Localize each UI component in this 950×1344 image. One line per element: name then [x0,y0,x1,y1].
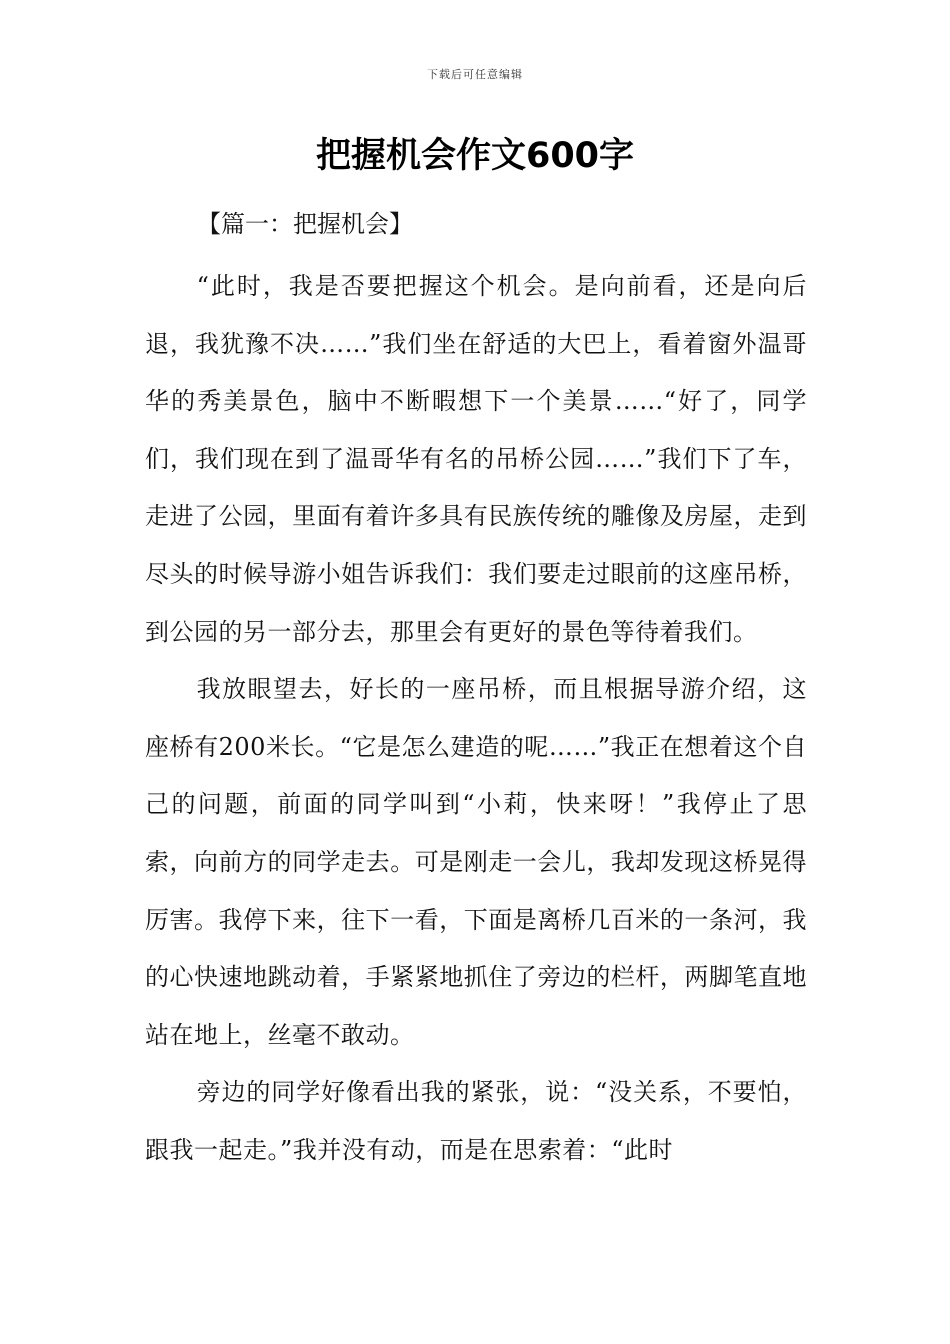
body-text [145,258,807,1180]
document-title: 把握机会作文600字 [315,136,635,176]
header-note: 下载后可任意编辑 [427,68,523,81]
section-heading: 【篇一：把握机会】 [197,210,413,238]
paragraph: “此时，我是否要把握这个机会。是向前看，还是向后退，我犹豫不决……”我们坐在舒适的大巴上，看着窗外温哥华的秀美景色，脑中不断暇想下一个美景……“好了，同学们，我们现在到了温哥华有名的吊桥公园……”我们下了车，走进了公园，里面有着许多具有民族传统的雕像及房屋，走到尽头的时候导游小姐告诉我们：我们要走过眼前的这座吊桥，到公园的另一部分去，那里会有更好的景色等待着我们。 [145,272,807,646]
paragraph: 我放眼望去，好长的一座吊桥，而且根据导游介绍，这座桥有200米长。“它是怎么建造的呢……”我正在想着这个自己的问题，前面的同学叫到“小莉，快来呀！”我停止了思索，向前方的同学走去。可是刚走一会儿，我却发现这桥晃得厉害。我停下来，往下一看，下面是离桥几百米的一条河，我的心快速地跳动着，手紧紧地抓住了旁边的栏杆，两脚笔直地站在地上，丝毫不敢动。 [145,675,807,1049]
paragraph: 旁边的同学好像看出我的紧张，说：“没关系，不要怕，跟我一起走。”我并没有动，而是在思索着：“此时 [145,1078,807,1164]
